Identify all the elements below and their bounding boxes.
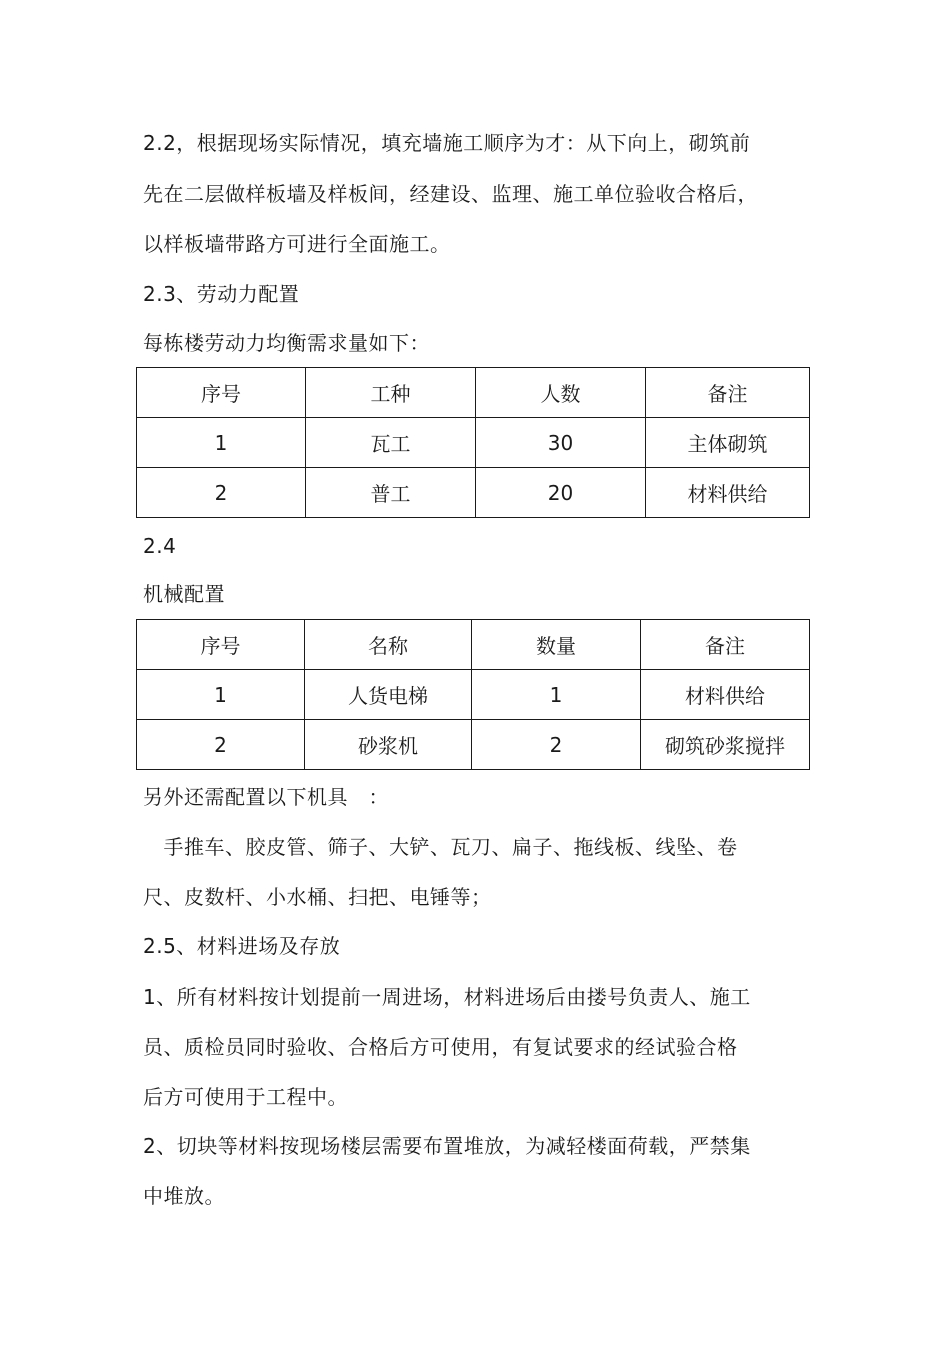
header-cell: 工种 [306,368,476,418]
material-item-1-line-2: 员、质检员同时验收、合格后方可使用，有复试要求的经试验合格 [143,1035,738,1059]
header-cell: 序号 [137,368,306,418]
machine-table-title: 机械配置 [143,582,225,606]
labor-table-intro: 每栋楼劳动力均衡需求量如下： [143,331,430,355]
material-item-1-line-1: 1、所有材料按计划提前一周进场，材料进场后由搂号负责人、施工 [143,985,751,1009]
table-cell: 瓦工 [306,418,476,468]
material-item-1-line-3: 后方可使用于工程中。 [143,1085,348,1109]
table-cell: 30 [476,418,646,468]
table-cell: 人货电梯 [305,670,472,720]
header-cell: 人数 [476,368,646,418]
paragraph-2-2-line-1: 2.2，根据现场实际情况，填充墙施工顺序为才：从下向上，砌筑前 [143,131,751,155]
table-cell: 普工 [306,468,476,518]
table-row [137,720,810,770]
header-cell: 备注 [641,620,810,670]
table-row [137,468,810,518]
table-header-row [137,620,810,670]
header-cell: 备注 [646,368,810,418]
tools-list-line-1: 手推车、胶皮管、筛子、大铲、瓦刀、扁子、拖线板、线坠、卷 [143,835,738,859]
header-cell: 数量 [472,620,641,670]
table-cell: 砌筑砂浆搅拌 [641,720,810,770]
material-item-2-line-1: 2、切块等材料按现场楼层需要布置堆放，为减轻楼面荷载，严禁集 [143,1134,751,1158]
header-cell: 名称 [305,620,472,670]
table-cell: 主体砌筑 [646,418,810,468]
table-cell: 2 [472,720,641,770]
paragraph-2-2-line-2: 先在二层做样板墙及样板间，经建设、监理、施工单位验收合格后， [143,182,758,206]
extra-tools-intro: 另外还需配置以下机具 ： [143,785,389,809]
table-cell: 材料供给 [646,468,810,518]
heading-2-5: 2.5、材料进场及存放 [143,934,341,958]
tools-list-line-2: 尺、皮数杆、小水桶、扫把、电锤等； [143,885,492,909]
table-row [137,670,810,720]
table-cell: 2 [137,720,305,770]
table-cell: 1 [137,670,305,720]
table-cell: 1 [472,670,641,720]
heading-2-3: 2.3、劳动力配置 [143,282,300,306]
table-cell: 20 [476,468,646,518]
table-cell: 2 [137,468,306,518]
table-cell: 材料供给 [641,670,810,720]
material-item-2-line-2: 中堆放。 [143,1184,225,1208]
machine-table [136,619,810,770]
labor-table [136,367,810,518]
table-cell: 1 [137,418,306,468]
paragraph-2-2-line-3: 以样板墙带路方可进行全面施工。 [143,232,451,256]
table-row [137,418,810,468]
table-header-row [137,368,810,418]
heading-2-4: 2.4 [143,534,177,558]
header-cell: 序号 [137,620,305,670]
table-cell: 砂浆机 [305,720,472,770]
